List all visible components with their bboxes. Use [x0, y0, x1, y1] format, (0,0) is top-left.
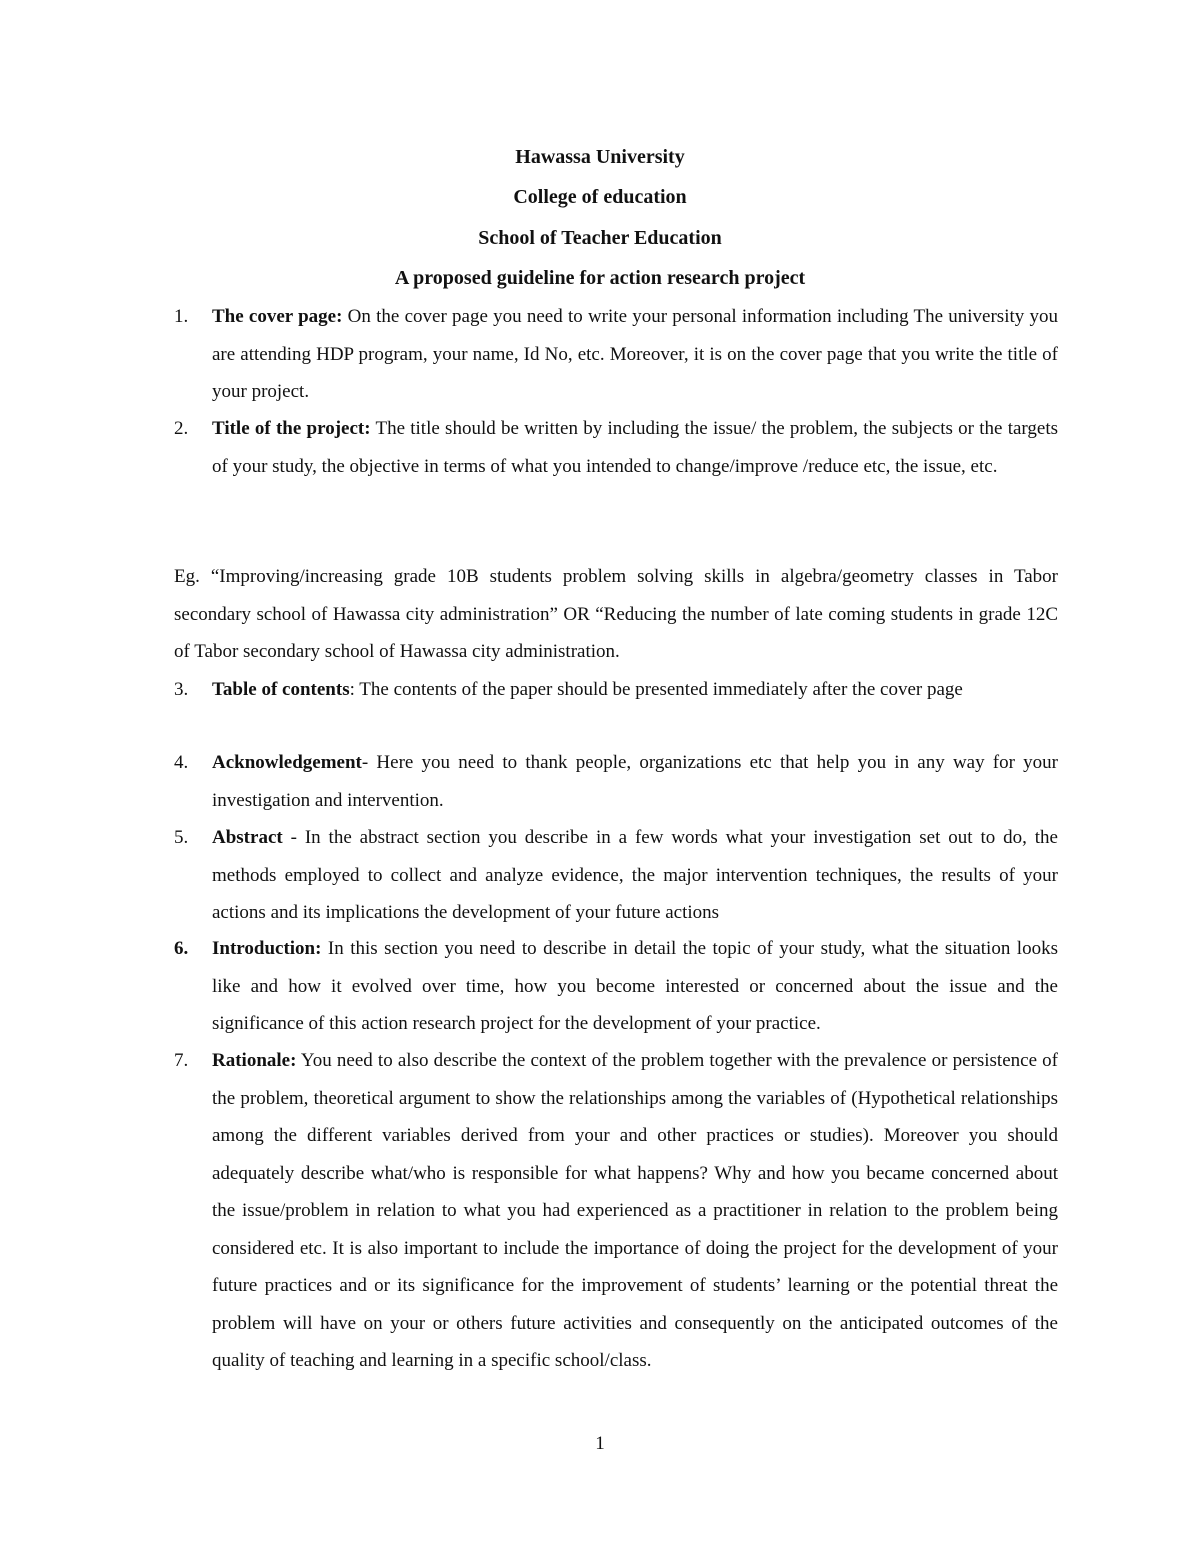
item-text: : The contents of the paper should be presented immediately after the cover page	[349, 679, 963, 700]
list-item-acknowledgement	[174, 744, 1058, 819]
item-lead: Rationale:	[212, 1050, 297, 1071]
college-name: College of education	[513, 186, 687, 208]
list-item-introduction	[174, 930, 1058, 1043]
list-item-table-of-contents	[174, 671, 1058, 709]
list-number: 5.	[174, 827, 189, 848]
list-number: 7.	[174, 1050, 189, 1071]
document-title: A proposed guideline for action research project	[394, 267, 806, 289]
item-lead: Acknowledgement	[212, 752, 362, 773]
list-number: 6.	[174, 938, 189, 959]
item-text: - In the abstract section you describe in a few words what your investigation set out to do, the methods employed to collect and analyze evidence, the major intervention techniques, the results of your actions and its implications the development of your future actions	[212, 827, 1058, 923]
page-number: 1	[595, 1433, 605, 1454]
item-lead: Abstract	[212, 827, 283, 848]
list-item-rationale	[174, 1042, 1058, 1380]
list-number: 2.	[174, 418, 189, 439]
list-number: 1.	[174, 306, 189, 327]
item-lead: Introduction:	[212, 938, 322, 959]
item-lead: Table of contents	[212, 679, 350, 700]
item-text: - Here you need to thank people, organizations etc that help you in any way for your investigation and intervention.	[212, 752, 1058, 811]
item-text: The title should be written by including the issue/ the problem, the subjects or the targets of your study, the objective in terms of what you intended to change/improve /reduce etc, the issue, etc.	[212, 418, 1058, 477]
item-lead: Title of the project:	[212, 418, 371, 439]
list-item-title	[174, 410, 1058, 485]
university-name: Hawassa University	[515, 146, 685, 168]
list-number: 3.	[174, 679, 189, 700]
school-name: School of Teacher Education	[478, 227, 722, 249]
item-text: On the cover page you need to write your personal information including The university you are attending HDP program, your name, Id No, etc. Moreover, it is on the cover page that you write the title of your project.	[212, 306, 1058, 402]
list-item-abstract	[174, 819, 1058, 932]
list-item-cover-page	[174, 298, 1058, 411]
list-number: 4.	[174, 752, 189, 773]
item-text: You need to also describe the context of the problem together with the prevalence or persistence of the problem, theoretical argument to show the relationships among the variables of (Hypothetical relationships among the different variables derived from your and other practices or studies). Moreover you should adequately describe what/who is responsible for what happens? Why and how you became concerned about the issue/problem in relation to what you had experienced as a practitioner in relation to the problem being considered etc. It is also important to include the importance of doing the project for the development of your future practices and or its significance for the improvement of students’ learning or the potential threat the problem will have on your or others future activities and consequently on the anticipated outcomes of the quality of teaching and learning in a specific school/class.	[212, 1050, 1058, 1371]
item-text: In this section you need to describe in detail the topic of your study, what the situation looks like and how it evolved over time, how you become interested or concerned about the issue and the significance of this action research project for the development of your practice.	[212, 938, 1058, 1034]
example-paragraph: Eg. “Improving/increasing grade 10B students problem solving skills in algebra/geometry classes in Tabor secondary school of Hawassa city administration” OR “Reducing the number of late coming students in grade 12C of Tabor secondary school of Hawassa city administration.	[174, 566, 1058, 662]
item-lead: The cover page:	[212, 306, 343, 327]
